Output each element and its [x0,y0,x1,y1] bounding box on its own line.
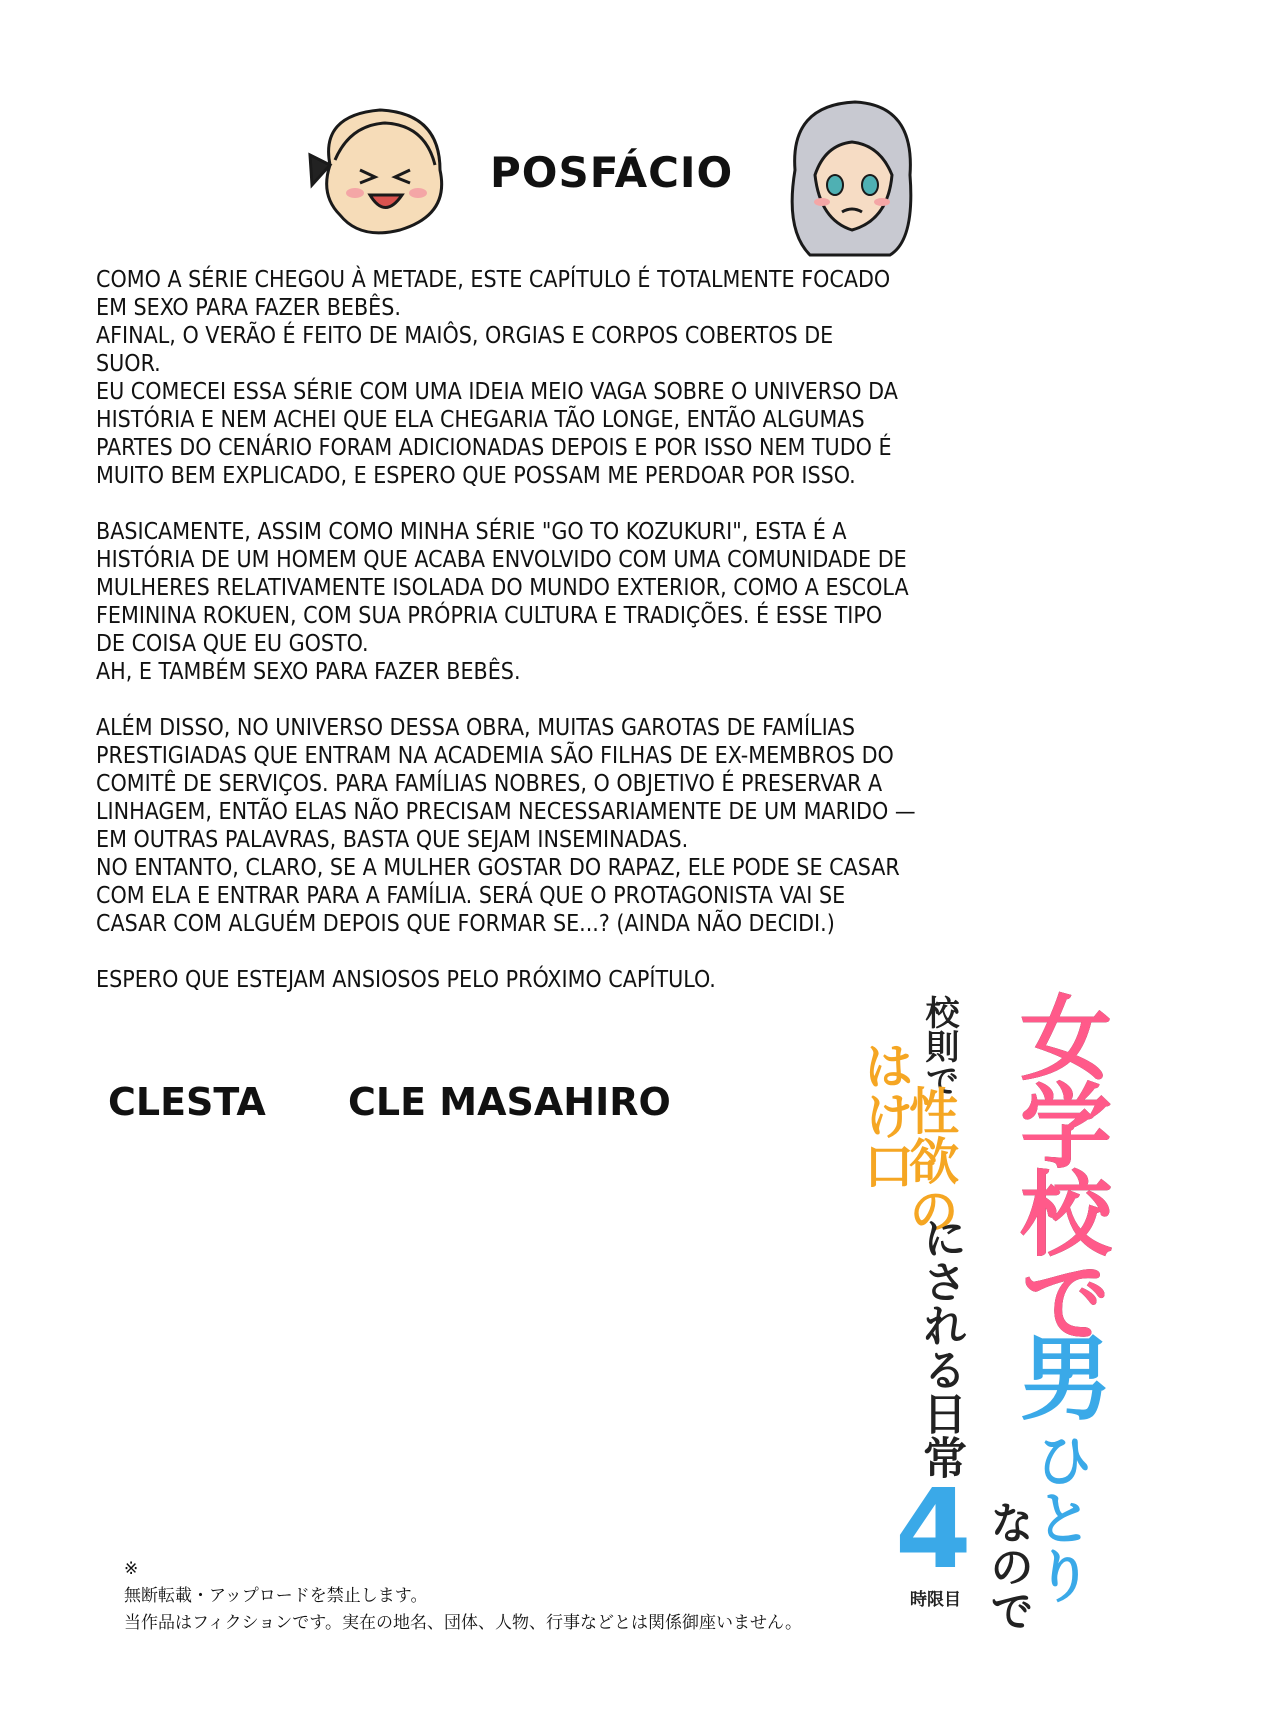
blonde-chibi-illustration [290,95,470,245]
logo-main-4: なので [982,1500,1033,1632]
afterword-paragraph-2: BASICAMENTE, ASSIM COMO MINHA SÉRIE "GO TO KOZUKURI", ESTA É A HISTÓRIA DE UM HOMEM QUE ACABA ENVOLVIDO COM UMA COMUNIDADE DE MULHERES RELATIVAMENTE ISOLADA DO MUNDO EXTERIOR, COMO A ESCOLA FEMININA ROKUEN, COM SUA PRÓPRIA CULTURA E TRADIÇÕES. É ESSE TIPO DE COISA QUE EU GOSTO. AH, E TAMBÉM SEXO PARA FAZER BEBÊS. [96,519,909,685]
logo-nichijou [915,1215,966,1479]
afterword-body [96,266,1096,994]
afterword-paragraph-4: ESPERO QUE ESTEJAM ANSIOSOS PELO PRÓXIMO CAPÍTULO. [96,967,716,993]
circle-name: CLESTA [108,1080,266,1124]
logo-main-1: 女学校で [1005,990,1112,1342]
notice-line-2: 当作品はフィクションです。実在の地名、団体、人物、行事などとは関係御座いません。 [124,1613,802,1633]
notice-mark: ※ [124,1559,139,1579]
notice-line-1: 無断転載・アップロードを禁止します。 [124,1586,428,1606]
logo-main-2: 男 [1005,1330,1112,1422]
afterword-paragraph-1: COMO A SÉRIE CHEGOU À METADE, ESTE CAPÍTULO É TOTALMENTE FOCADO EM SEXO PARA FAZER BEBÊS. AFINAL, O VERÃO É FEITO DE MAIÔS, ORGIAS E CORPOS COBERTOS DE SUOR. EU COMECEI ESSA SÉRIE COM UMA IDEIA MEIO VAGA SOBRE O UNIVERSO DA HISTÓRIA E NEM ACHEI QUE ELA CHEGARIA TÃO LONGE, ENTÃO ALGUMAS PARTES DO CENÁRIO FORAM ADICIONADAS DEPOIS E POR ISSO NEM TUDO É MUITO BEM EXPLICADO, E ESPERO QUE POSSAM ME PERDOAR POR ISSO. [96,267,898,489]
silver-hair-chibi-illustration [770,90,930,265]
logo-rule-4: にされる日常 [915,1215,966,1479]
page-title: POSFÁCIO [490,148,734,197]
legal-notice [124,1556,802,1637]
logo-rule-3: はけ口 [856,1040,914,1190]
logo-hakeguchi [856,1040,914,1190]
title-logo-man [1005,1330,1112,1422]
volume-number-label: 時限目 [910,1590,961,1610]
title-logo-nanode [982,1500,1033,1632]
logo-rule-2: 性欲の [901,1085,959,1235]
title-logo-main [1005,990,1112,1342]
author-name: CLE MASAHIRO [348,1080,671,1124]
logo-rule-label [919,995,959,1097]
logo-rule-1: 校則で [919,995,959,1097]
title-logo-hitori [1025,1430,1093,1604]
logo-main-3: ひとり [1025,1430,1093,1604]
volume-number: 4 [895,1465,972,1593]
afterword-paragraph-3: ALÉM DISSO, NO UNIVERSO DESSA OBRA, MUITAS GAROTAS DE FAMÍLIAS PRESTIGIADAS QUE ENTRAM NA ACADEMIA SÃO FILHAS DE EX-MEMBROS DO COMITÊ DE SERVIÇOS. PARA FAMÍLIAS NOBRES, O OBJETIVO É PRESERVAR A LINHAGEM, ENTÃO ELAS NÃO PRECISAM NECESSARIAMENTE DE UM MARIDO — EM OUTRAS PALAVRAS, BASTA QUE SEJAM INSEMINADAS. NO ENTANTO, CLARO, SE A MULHER GOSTAR DO RAPAZ, ELE PODE SE CASAR COM ELA E ENTRAR PARA A FAMÍLIA. SERÁ QUE O PROTAGONISTA VAI SE CASAR COM ALGUÉM DEPOIS QUE FORMAR SE...? (AINDA NÃO DECIDI.) [96,715,916,937]
